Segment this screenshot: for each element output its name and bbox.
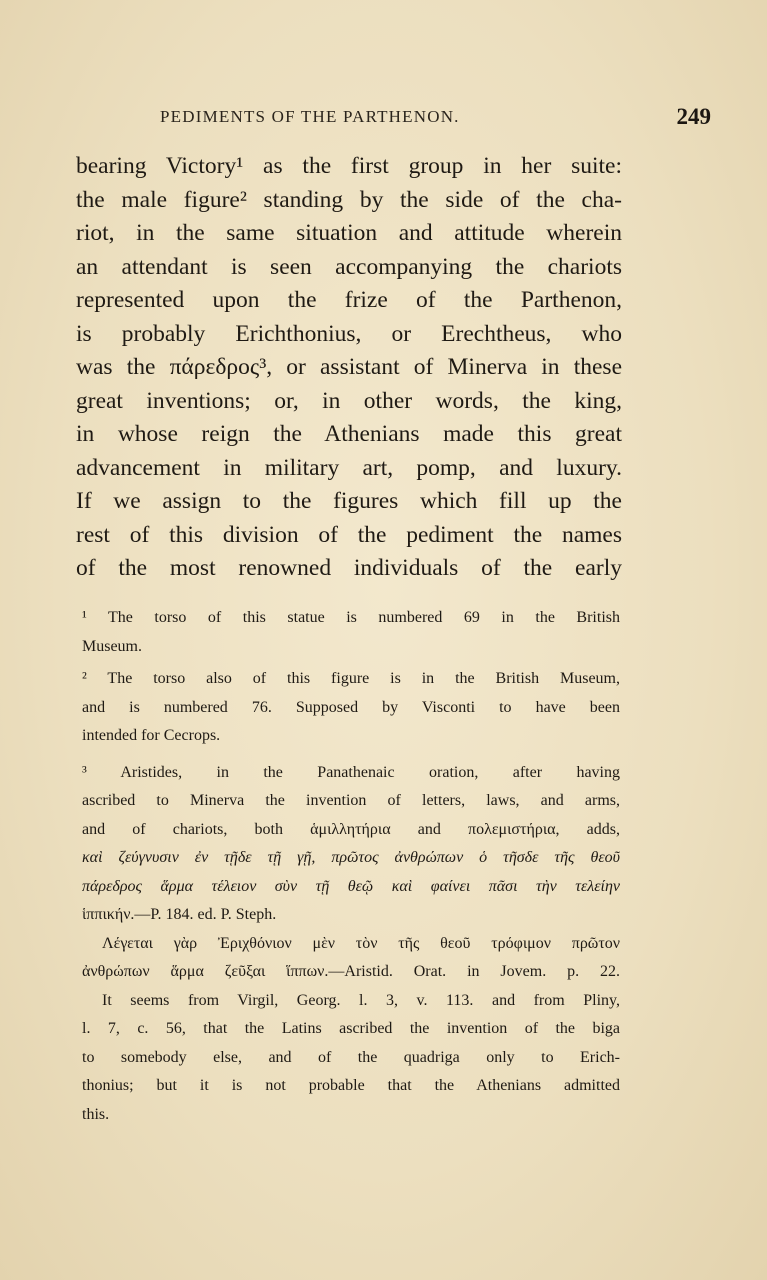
footnotes — [82, 604, 620, 1129]
footnote-line: ἱππικήν.—P. 184. ed. P. Steph. — [82, 906, 277, 923]
footnote-greek-line: καὶ ζεύγνυσιν ἐν τῇδε τῇ γῇ, πρῶτος ἀνθρώπων ὁ τῆσδε τῆς θεοῦ — [82, 849, 620, 866]
footnote-line: l. 7, c. 56, that the Latins ascribed the invention of the biga — [82, 1020, 620, 1037]
body-line: in whose reign the Athenians made this great — [76, 421, 622, 447]
body-line: represented upon the frize of the Parthenon, — [76, 287, 622, 313]
footnote-line: and is numbered 76. Supposed by Visconti to have been — [82, 698, 620, 716]
page-number: 249 — [676, 104, 711, 129]
footnote-line: to somebody else, and of the quadriga only to Erich- — [82, 1048, 620, 1066]
footnote-line: ³ Aristides, in the Panathenaic oration, after having — [82, 763, 620, 781]
body-line: of the most renowned individuals of the early — [76, 555, 622, 581]
footnote-line: Museum. — [82, 637, 142, 655]
body-line: the male figure² standing by the side of the cha- — [76, 186, 622, 213]
body-line: was the πάρεδρος³, or assistant of Minerva in these — [76, 354, 622, 380]
main-text — [76, 150, 622, 586]
footnote-1 — [82, 604, 620, 661]
running-header — [76, 104, 711, 132]
footnote-line: ἀνθρώπων ἅρμα ζεῦξαι ἵππων.—Aristid. Orat. in Jovem. p. 22. — [82, 963, 620, 980]
footnote-greek-line: Λέγεται γὰρ Ἐριχθόνιον μὲν τὸν τῆς θεοῦ τρόφιμον πρῶτον — [102, 934, 620, 952]
footnote-line: and of chariots, both ἁμιλλητήρια and πολεμιστήρια, adds, — [82, 820, 620, 838]
footnote-line: intended for Cecrops. — [82, 727, 221, 744]
body-line: rest of this division of the pediment the names — [76, 521, 622, 548]
footnote-greek-line: πάρεδρος ἅρμα τέλειον σὺν τῇ θεῷ καὶ φαίνει πᾶσι τὴν τελείην — [82, 877, 620, 895]
body-line: bearing Victory¹ as the first group in her suite: — [76, 153, 622, 179]
body-line: riot, in the same situation and attitude wherein — [76, 220, 622, 246]
footnote-line: ascribed to Minerva the invention of letters, laws, and arms, — [82, 792, 620, 809]
body-line: If we assign to the figures which fill up the — [76, 488, 622, 514]
running-title: PEDIMENTS OF THE PARTHENON. — [160, 107, 460, 126]
body-line: an attendant is seen accompanying the chariots — [76, 253, 622, 280]
footnote-line: thonius; but it is not probable that the Athenians admitted — [82, 1077, 620, 1094]
body-line: advancement in military art, pomp, and luxury. — [76, 454, 622, 481]
body-line: is probably Erichthonius, or Erechtheus, who — [76, 320, 622, 347]
footnote-3 — [82, 759, 620, 1130]
footnote-line: ² The torso also of this figure is in the British Museum, — [82, 670, 620, 687]
footnote-line: It seems from Virgil, Georg. l. 3, v. 113. and from Pliny, — [102, 991, 620, 1009]
body-line: great inventions; or, in other words, the king, — [76, 387, 622, 414]
footnote-2 — [82, 665, 620, 751]
footnote-line: this. — [82, 1105, 110, 1123]
footnote-line: ¹ The torso of this statue is numbered 69 in the British — [82, 609, 620, 626]
